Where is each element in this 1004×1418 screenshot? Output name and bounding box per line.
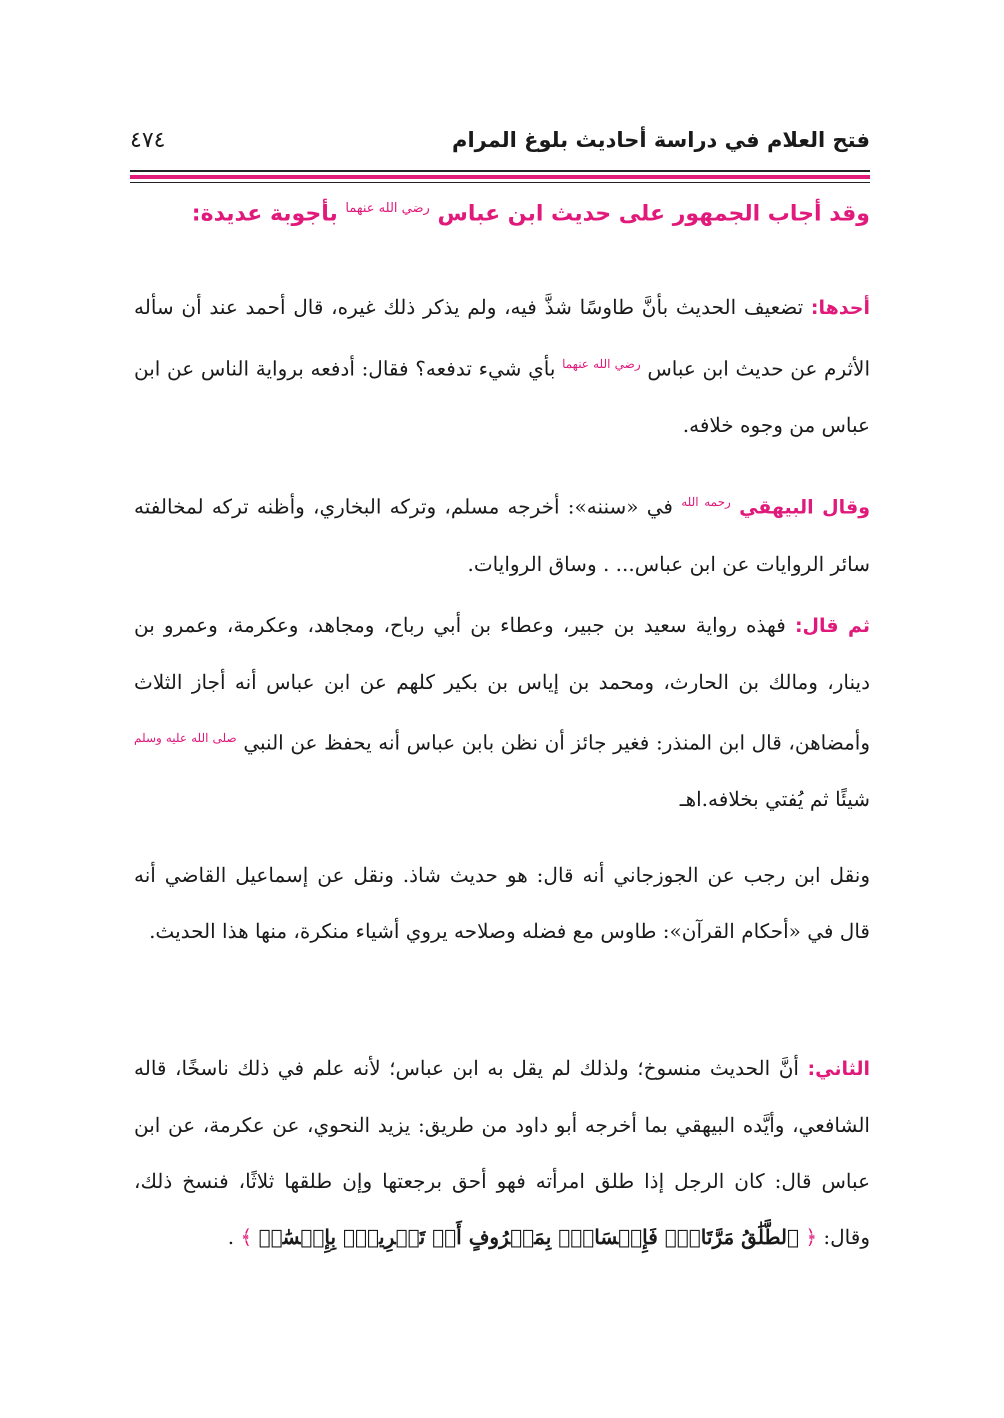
paragraph-text: تضعيف الحديث بأنَّ طاوسًا شذَّ فيه، ولم يذكر ذلك غيره، قال أحمد عند أن سأله الأثرم عن حديث ابن عباس (134, 295, 871, 381)
running-header (130, 128, 870, 164)
paragraph-bayhaqi (134, 474, 870, 592)
paragraph-first-answer (134, 279, 870, 453)
paragraph-second-answer (134, 1040, 870, 1265)
honorific-rahimahullah: رحمه الله (681, 495, 731, 509)
header-rule-accent (130, 175, 870, 179)
honorific-radiallahu-anhuma: رضي الله عنهما (562, 357, 641, 371)
page-number: ٤٧٤ (130, 128, 166, 153)
header-rule-bottom (130, 182, 870, 183)
paragraph-text: بأي شيء تدفعه؟ فقال: أدفعه برواية الناس عن ابن عباس من وجوه خلافه. (134, 356, 870, 437)
book-title: فتح العلام في دراسة أحاديث بلوغ المرام (452, 128, 870, 152)
paragraph-lead: الثاني: (807, 1058, 870, 1080)
paragraph-then-said (134, 597, 870, 827)
paragraph-text: فهذه رواية سعيد بن جبير، وعطاء بن أبي رباح، ومجاهد، وعكرمة، وعمرو بن دينار، ومالك بن الحارث، ومحمد بن إياس بن بكير كلهم عن ابن عباس أنه أجاز الثلاث وأمضاهن، قال ابن المنذر: فغير جائز أن نظن بابن عباس أنه يحفظ عن النبي (134, 613, 871, 755)
header-rule-top (130, 170, 870, 172)
paragraph-lead: ثم قال: (794, 615, 871, 637)
paragraph-lead: أحدها: (810, 297, 870, 319)
paragraph-text: في «سننه»: أخرجه مسلم، وتركه البخاري، وأظنه تركه لمخالفته سائر الروايات عن ابن عباس... . وساق الروايات. (134, 494, 870, 576)
paragraph-text: أنَّ الحديث منسوخ؛ ولذلك لم يقل به ابن عباس؛ لأنه علم في ذلك ناسخًا، قاله الشافعي، وأيَّده البيهقي بما أخرجه أبو داود من طريق: يزيد النحوي، عن عكرمة، عن ابن عباس قال: كان الرجل إذا طلق امرأته فهو أحق برجعتها وإن طلقها ثلاثًا، فنسخ ذلك، وقال: (134, 1056, 870, 1249)
paragraph-text: شيئًا ثم يُفتي بخلافه.اهـ (679, 786, 870, 811)
section-heading-text-end: بأجوبة عديدة: (191, 201, 338, 227)
quran-bracket-close: ﴾ (240, 1225, 253, 1249)
honorific-radiallahu-anhuma: رضي الله عنهما (345, 201, 430, 216)
honorific-salla-allahu-alayhi: صلى الله عليه وسلم (134, 731, 237, 745)
paragraph-end: . (227, 1225, 241, 1249)
paragraph-text: ونقل ابن رجب عن الجوزجاني أنه قال: هو حديث شاذ. ونقل عن إسماعيل القاضي أنه قال في «أحكام القرآن»: طاوس مع فضله وصلاحه يروي أشياء منكرة، منها هذا الحديث. (134, 863, 870, 943)
section-heading-text: وقد أجاب الجمهور على حديث ابن عباس (437, 201, 870, 227)
quran-bracket-open: ﴿ (805, 1225, 818, 1249)
quran-verse: ٱلطَّلَٰقُ مَرَّتَانِۖ فَإِمۡسَاكُۢ بِمَعۡرُوفٍ أَوۡ تَسۡرِيحُۢ بِإِحۡسَٰنٖ (258, 1225, 799, 1249)
section-heading (192, 201, 870, 226)
paragraph-lead: وقال البيهقي (739, 496, 870, 519)
paragraph-ibn-rajab (134, 847, 870, 959)
